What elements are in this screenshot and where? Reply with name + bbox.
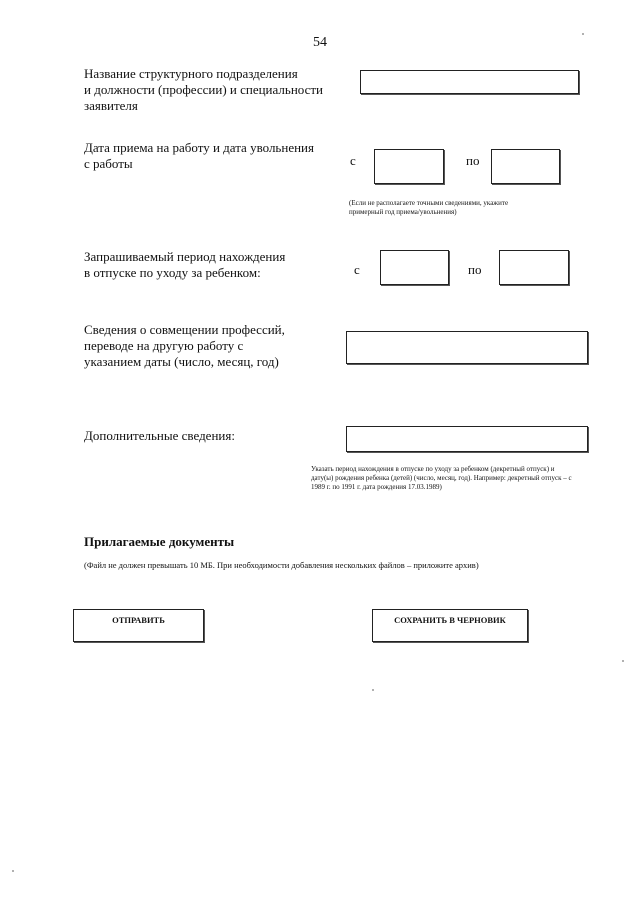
additional-info-label: Дополнительные сведения: [84,428,235,443]
page-number: 54 [313,35,327,50]
employment-to-label: по [466,153,480,168]
employment-dates-hint: (Если не располагаете точными сведениями, укажите примерный год приема/увольнения) [349,199,509,216]
employment-dates-label: Дата приема на работу и дата увольнения с работы [84,140,314,171]
additional-info-input[interactable] [346,426,588,452]
scan-speck [372,689,374,691]
scan-speck [12,870,14,872]
save-draft-button[interactable]: СОХРАНИТЬ В ЧЕРНОВИК [372,609,528,642]
leave-to-input[interactable] [499,250,569,285]
job-combination-input[interactable] [346,331,588,364]
additional-info-hint: Указать период нахождения в отпуске по уходу за ребенком (декретный отпуск) и дату(ы) рождения ребенка (детей) (число, месяц, год). Например: декретный отпуск – с 1989 г. по 1991 г. дата рождения 17.03.1989) [311,465,572,491]
leave-period-label: Запрашиваемый период нахождения в отпуске по уходу за ребенком: [84,249,286,280]
leave-from-input[interactable] [380,250,449,285]
attachments-heading: Прилагаемые документы [84,534,235,549]
scan-speck [582,33,584,35]
leave-from-label: с [354,262,360,277]
employment-from-input[interactable] [374,149,444,184]
attachments-note: (Файл не должен превышать 10 МБ. При необходимости добавления нескольких файлов – приложите архив) [84,560,479,570]
department-label: Название структурного подразделения и должности (профессии) и специальности заявителя [84,66,324,113]
employment-to-input[interactable] [491,149,560,184]
job-combination-label: Сведения о совмещении профессий, переводе на другую работу с указанием даты (число, месяц, год) [84,322,285,369]
scan-speck [622,660,624,662]
department-input[interactable] [360,70,579,94]
leave-to-label: по [468,262,482,277]
employment-from-label: с [350,153,356,168]
submit-button[interactable]: ОТПРАВИТЬ [73,609,204,642]
